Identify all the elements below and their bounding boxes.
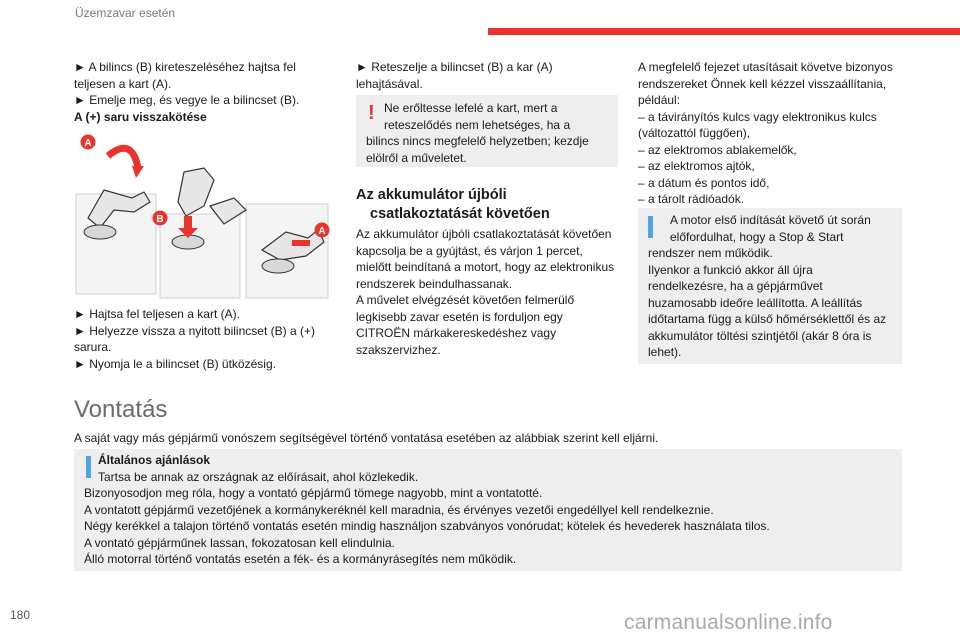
info-line: Tartsa be annak az országnak az előírásait, ahol közlekedik. [98,469,419,484]
figure-label-b: B [156,214,164,225]
text-line: – az elektromos ajtók, [638,159,755,173]
info-text-stop-start [648,212,896,361]
info-line: huzamosabb ideőre leállította. A leállítás [648,295,863,310]
info-line: akkumulátor töltési szintjétől (akár 8 óra is [648,328,872,343]
text-line: – a tárolt rádióadók. [638,192,745,206]
text-line: Az akkumulátor újbóli csatlakoztatását követően [356,227,612,241]
column-3-top [638,59,902,208]
warning-line: elölről a műveletet. [366,150,467,165]
info-line: A vontatott gépjármű vezetőjének a kormánykeréknél kell maradnia, és érvényes vezetői engedéllyel kell rendelkeznie. [84,502,714,517]
text-line: teljesen a kart (A). [74,76,172,91]
text-line: például: [638,93,681,107]
text-line: ► Reteszelje a bilincset (B) a kar (A) [356,60,553,74]
info-line: A vontató gépjárműnek lassan, fokozatosan kell elindulnia. [84,535,395,550]
text-line: ► Hajtsa fel teljesen a kart (A). [74,307,240,321]
text-line: – a dátum és pontos idő, [638,175,770,190]
info-line: A motor első indítását követő út során [670,213,871,227]
section-heading [356,186,550,224]
text-line: A megfelelő fejezet utasításait követve bizonyos [638,60,893,74]
page-number: 180 [10,608,31,622]
text-line: ► A bilincs (B) kireteszeléséhez hajtsa fel [74,60,296,74]
warning-line: bilincs nincs megfelelő helyzetben; kezdje [366,134,589,148]
text-line: A művelet elvégzését követően felmerülő [356,293,575,307]
text-line: (változattól függően), [638,126,751,140]
text-line: ► Nyomja le a bilincset (B) ütközésig. [74,356,276,371]
text-line: szakszervizhez. [356,342,441,357]
warning-line: Ne erőltesse lefelé a kart, mert a [384,101,558,115]
battery-clamp-figure [74,132,330,300]
info-line: rendelkezésre, ha a gépjárművet [648,279,823,293]
info-title: Általános ajánlások [98,453,211,467]
info-line: előfordulhat, hogy a Stop & Start [670,229,844,244]
warning-line: reteszelődés nem lehetséges, ha a [384,117,571,132]
column-1-bottom [74,306,344,372]
heading-line: csatlakoztatását követően [370,206,550,222]
heading-line: Az akkumulátor újbóli [356,187,507,203]
warning-icon: ! [368,102,375,124]
info-line: időtartama függ a külső hőmérséklettől és az [648,312,887,326]
text-line: mielőtt beindítaná a motort, hogy az elektronikus [356,260,615,274]
watermark: carmanualsonline.info [624,611,833,634]
figure-label-a: A [318,226,326,237]
vontatas-intro: A saját vagy más gépjármű vonószem segítségével történő vontatása esetében az alábbiak szerint kell eljárni. [74,431,659,445]
info-line: Ilyenkor a funkció akkor áll újra [648,262,813,277]
column-1-top [74,59,344,125]
column-2-body [356,226,618,358]
info-text-towing [84,452,896,568]
page-title: Vontatás [74,396,168,423]
info-line: rendszer nem működik. [648,246,773,260]
header-accent-bar [488,28,960,35]
info-line: Bizonyosodjon meg róla, hogy a vontató gépjármű tömege nagyobb, mint a vontatotté. [84,486,543,500]
text-line: CITROËN márkakereskedéshez vagy [356,326,557,340]
column-2-top [356,59,618,92]
text-line: legkisebb zavar esetén is forduljon egy [356,309,563,324]
text-line: rendszerek beindulhassanak. [356,276,513,291]
info-line: Négy kerékkel a talajon történő vontatás esetén mindig használjon szabványos vonórudat; kötelek és hevederek használata tilos. [84,519,770,533]
warning-box [356,95,618,167]
text-line: lehajtásával. [356,76,423,91]
text-line: kapcsolja be a gyújtást, és várjon 1 percet, [356,243,583,258]
text-line: ► Emelje meg, és vegye le a bilincset (B). [74,93,300,107]
text-line: ► Helyezze vissza a nyitott bilincset (B) a (+) [74,323,315,338]
text-line: sarura. [74,340,112,354]
text-line: – az elektromos ablakemelők, [638,142,797,157]
text-line: – a távirányítós kulcs vagy elektronikus kulcs [638,109,877,124]
chapter-header: Üzemzavar esetén [75,6,176,20]
subheading: A (+) saru visszakötése [74,109,207,124]
text-line: rendszereket Önnek kell kézzel visszaállítania, [638,76,887,91]
info-line: lehet). [648,345,682,359]
info-line: Álló motorral történő vontatás esetén a fék- és a kormányrásegítés nem működik. [84,552,517,566]
figure-label-a: A [84,138,92,149]
